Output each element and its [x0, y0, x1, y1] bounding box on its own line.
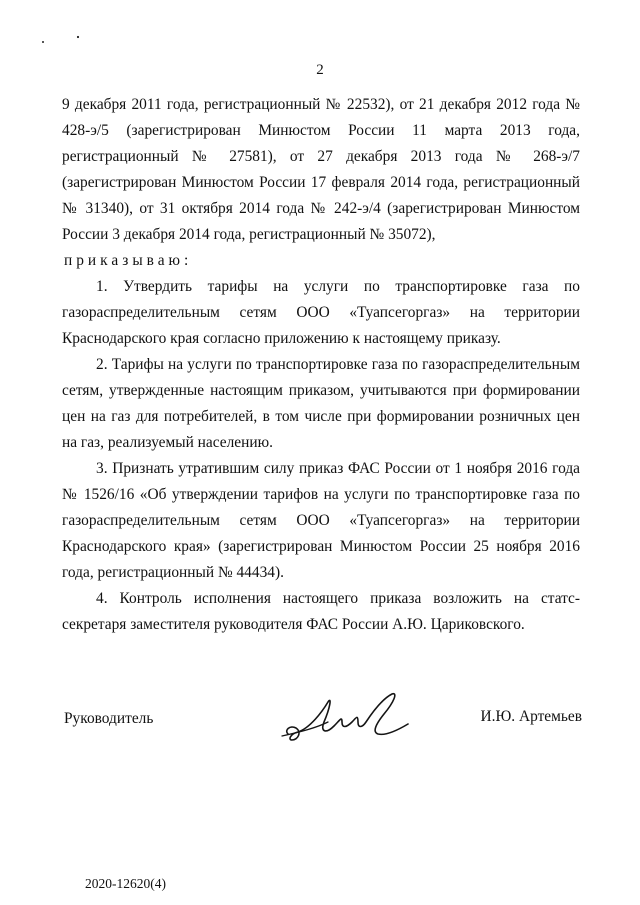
- paragraph-item-4: 4. Контроль исполнения настоящего приказа возложить на статс-секретаря заместителя руководителя ФАС России А.Ю. Цариковского.: [62, 590, 580, 633]
- signatory-title: Руководитель: [64, 710, 154, 727]
- signatory-name: И.Ю. Артемьев: [480, 708, 582, 725]
- document-number: 2020-12620(4): [85, 876, 166, 891]
- document-body: [62, 92, 580, 638]
- paragraph-orders: приказываю:: [64, 252, 193, 269]
- signature-block: [62, 700, 582, 760]
- paragraph-item-2: 2. Тарифы на услуги по транспортировке газа по газораспределительным сетям, утвержденные настоящим приказом, учитываются при формировании цен на газ для потребителей, в том числе при формировании розничных цен на газ, реализуемый населению.: [62, 356, 580, 451]
- handwritten-signature: [280, 692, 415, 754]
- paragraph-item-1: 1. Утвердить тарифы на услуги по транспортировке газа по газораспределительным сетям ООО «Туапсегоргаз» на территории Краснодарского края согласно приложению к настоящему приказу.: [62, 278, 580, 347]
- paragraph-continuation: 9 декабря 2011 года, регистрационный № 22532), от 21 декабря 2012 года № 428-э/5 (зарегистрирован Минюстом России 11 марта 2013 года, регистрационный № 27581), от 27 декабря 2013 года № 268-э/7 (зарегистрирован Минюстом России 17 февраля 2014 года, регистрационный № 31340), от 31 октября 2014 года № 242-э/4 (зарегистрирован Минюстом России 3 декабря 2014 года, регистрационный № 35072),: [62, 96, 580, 243]
- paragraph-item-3: 3. Признать утратившим силу приказ ФАС России от 1 ноября 2016 года № 1526/16 «Об утверждении тарифов на услуги по транспортировке газа по газораспределительным сетям ООО «Туапсегоргаз» на территории Краснодарского края» (зарегистрирован Минюстом России 25 ноября 2016 года, регистрационный № 44434).: [62, 460, 580, 581]
- page-number: 2: [316, 62, 324, 78]
